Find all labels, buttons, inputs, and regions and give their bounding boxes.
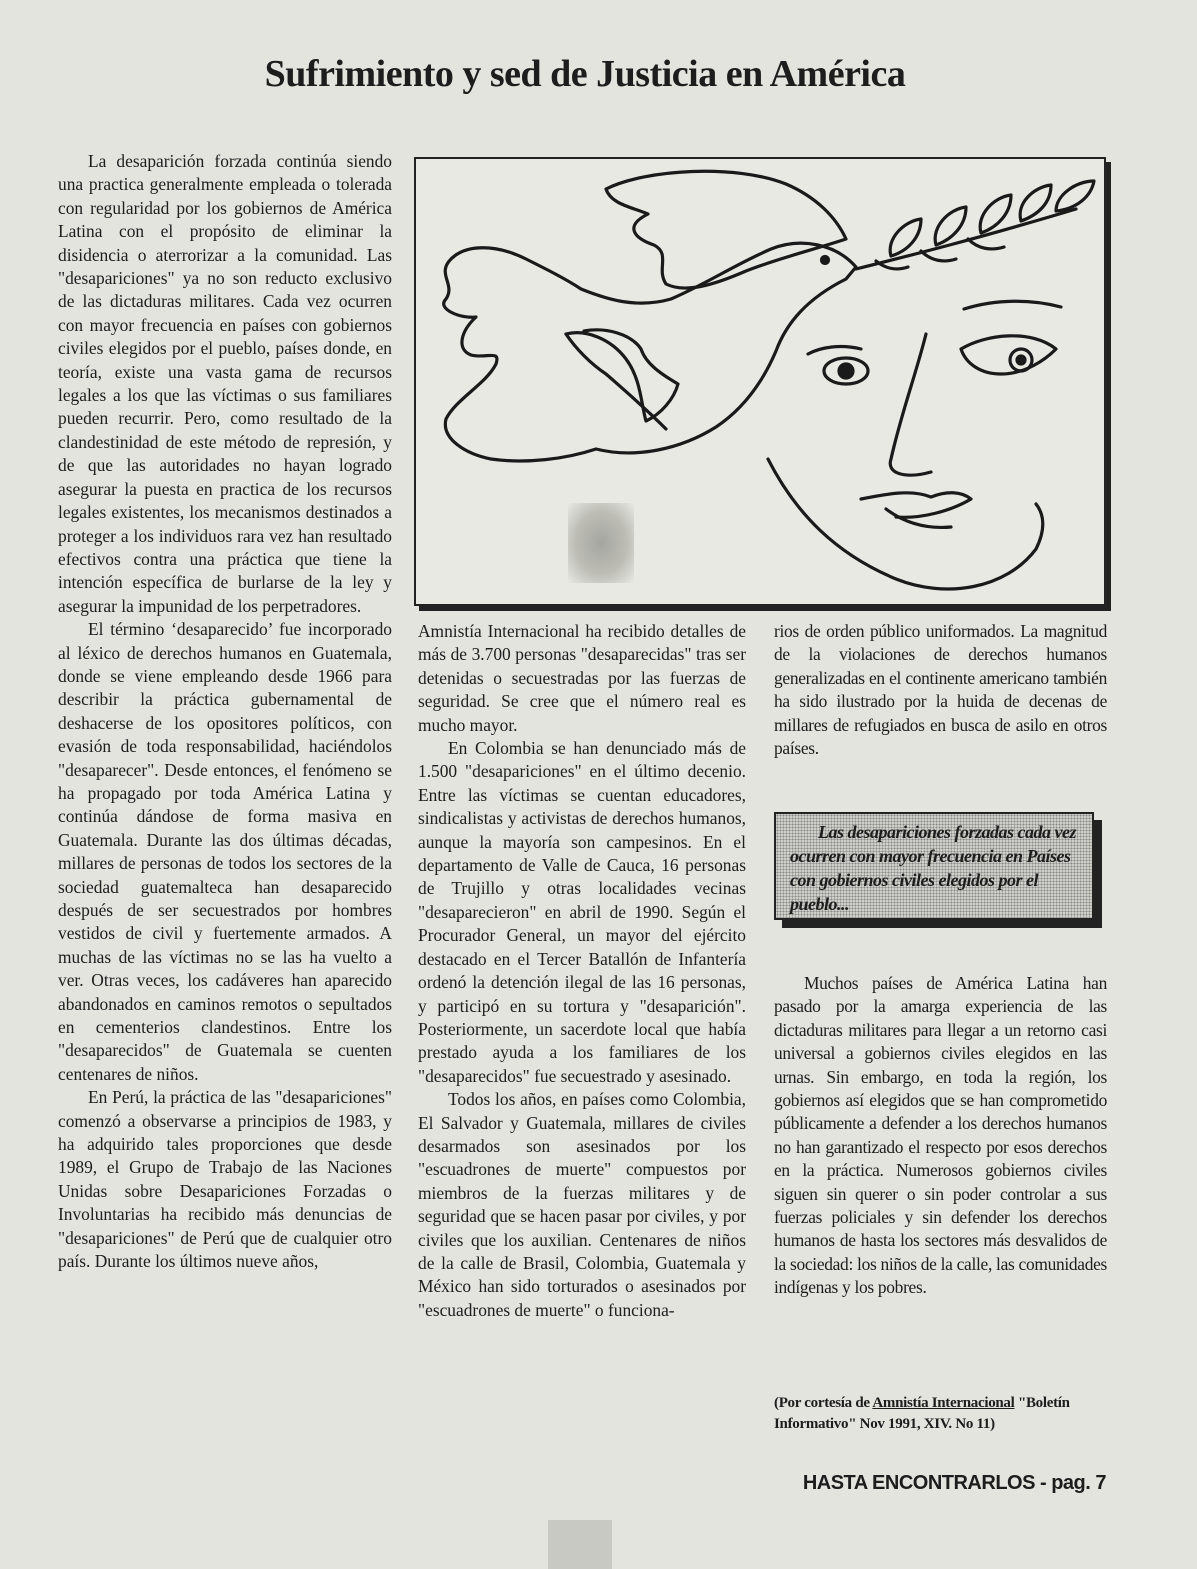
dove-and-face-drawing: [416, 159, 1104, 604]
credit-org: Amnistía Internacional: [872, 1395, 1015, 1411]
column-2: [418, 620, 746, 1322]
paragraph: Amnistía Internacional ha recibido detalles de más de 3.700 personas "desaparecidas" tras ser detenidas o secuestradas por las fuerzas de seguridad. Se cree que el número real es mucho mayor.: [418, 621, 746, 735]
paragraph: En Colombia se han denunciado más de 1.500 "desapariciones" en el último decenio. Entre las víctimas se cuentan educadores, sindicalistas y activistas de derechos humanos, aunque la mayoría son campesinos. En el departamento de Valle de Cauca, 16 personas de Trujillo y otras localidades vecinas "desaparecieron" en abril de 1990. Según el Procurador General, un mayor del ejército destacado en el Tercer Batallón de Infantería ordenó la detención ilegal de las 16 personas, y participó en su tortura y "desaparición". Posteriormente, un sacerdote local que había prestado ayuda a los familiares de los "desaparecidos" fue secuestrado y asesinado.: [418, 738, 746, 1086]
paragraph: El término ‘desaparecido’ fue incorporado al léxico de derechos humanos en Guatemala, donde se viene empleando desde 1966 para describir la práctica gubernamental de deshacerse de los opositores políticos, con evasión de toda responsabilidad, haciéndolos "desaparecer". Desde entonces, el fenómeno se ha propagado por toda América Latina y continúa dándose de forma masiva en Guatemala. Durante las dos últimas décadas, millares de personas de todos los sectores de la sociedad guatemalteca han desaparecido después de ser secuestrados por hombres vestidos de civil y fuertemente armados. A muchas de las víctimas no se las ha vuelto a ver. Otras veces, los cadáveres han aparecido abandonados en caminos remotos o sepultados en cementerios clandestinos. Entre los "desaparecidos" de Guatemala se cuenten centenares de niños.: [58, 619, 392, 1084]
paragraph: En Perú, la práctica de las "desapariciones" comenzó a observarse a principios de 1983, y ha adquirido tales proporciones que desde 1989, el Grupo de Trabajo de las Naciones Unidas sobre Desapariciones Forzadas o Involuntarias ha recibido más denuncias de "desapariciones" de Perú que de cualquier otro país. Durante los últimos nueve años,: [58, 1087, 392, 1272]
credit-prefix: (Por cortesía de: [774, 1395, 873, 1411]
column-1: [58, 150, 392, 1274]
print-mark: [548, 1520, 612, 1569]
column-3-top: [774, 620, 1107, 760]
print-smudge: [568, 503, 634, 583]
article-title: Sufrimiento y sed de Justicia en América: [264, 53, 906, 95]
column-3-bottom: [774, 972, 1107, 1300]
source-credit: [774, 1393, 1114, 1435]
credit-suffix: "Boletín Informativo" Nov 1991, XIV. No 11): [774, 1395, 1070, 1432]
pull-quote: [774, 812, 1094, 920]
page-footer: HASTA ENCONTRARLOS - pag. 7: [802, 1472, 1106, 1494]
paragraph: Muchos países de América Latina han pasado por la amarga experiencia de las dictaduras militares para llegar a un retorno casi universal a gobiernos civiles elegidos en las urnas. Sin embargo, en toda la región, los gobiernos así elegidos que se han comprometido públicamente a defender a los derechos humanos no han garantizado el respecto por esos derechos en la práctica. Numerosos gobiernos civiles siguen sin querer o sin poder controlar a sus fuerzas policiales y sin defender los derechos humanos de hasta los sectores más desvalidos de la sociedad: los niños de la calle, las comunidades indígenas y los pobres.: [774, 973, 1107, 1298]
illustration-dove-face: [414, 157, 1106, 606]
pull-quote-text: Las desapariciones forzadas cada vez ocurren con mayor frecuencia en Países con gobiernos civiles elegidos por el pueblo...: [790, 822, 1076, 914]
paragraph: Todos los años, en países como Colombia, El Salvador y Guatemala, millares de civiles desarmados son asesinados por los "escuadrones de muerte" compuestos por miembros de la fuerzas militares y de seguridad que se hacen pasar por civiles, y por civiles que los auxilian. Centenares de niños de la calle de Brasil, Colombia, Guatemala y México han sido torturados o asesinados por "escuadrones de muerte" o funciona-: [418, 1089, 746, 1320]
paragraph: rios de orden público uniformados. La magnitud de la violaciones de derechos humanos generalizadas en el continente americano también ha sido ilustrado por la huida de decenas de millares de refugiados en busca de asilo en otros países.: [774, 621, 1107, 759]
paragraph: La desaparición forzada continúa siendo una practica generalmente empleada o tolerada con regularidad por los gobiernos de América Latina con el propósito de eliminar la disidencia o aterrorizar a la comunidad. Las "desapariciones" ya no son reducto exclusivo de las dictaduras militares. Cada vez ocurren con mayor frecuencia en países con gobiernos civiles elegidos por el pueblo, países donde, en teoría, existe una vasta gama de recursos legales a los que las víctimas o sus familiares pueden recurrir. Pero, como resultado de la clandestinidad de este método de represión, y de que las autoridades no hayan logrado asegurar la puesta en practica de los recursos legales existentes, los mecanismos destinados a proteger a los individuos rara vez han resultado efectivos contra una práctica que tiene la intención específica de burlarse de la ley y asegurar la impunidad de los perpetradores.: [58, 151, 392, 616]
